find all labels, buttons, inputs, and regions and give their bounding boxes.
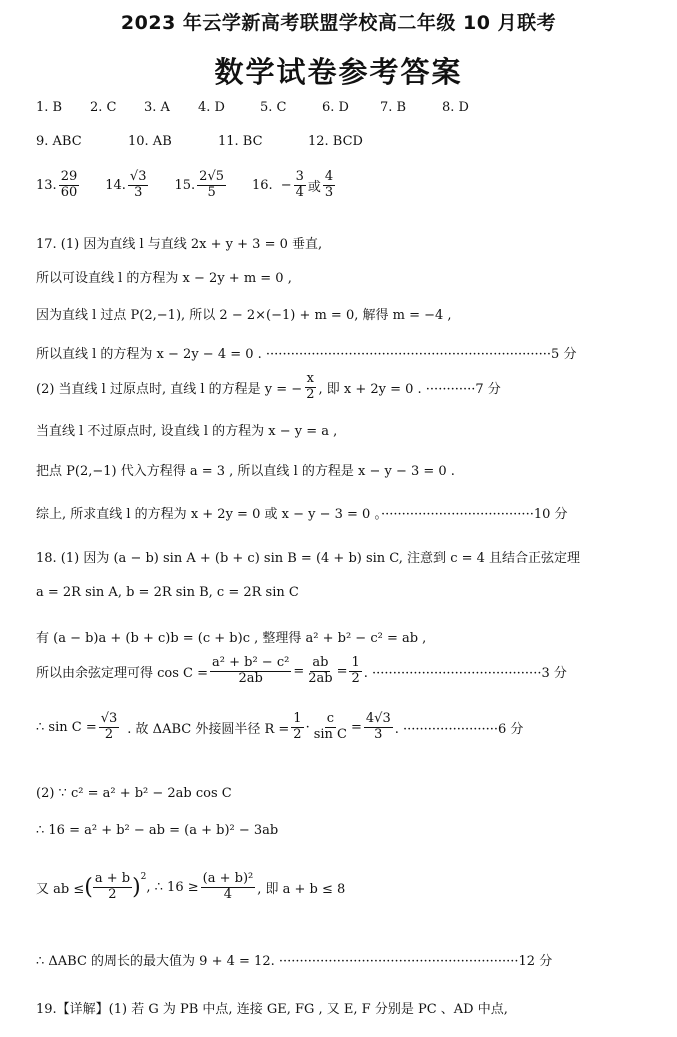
- q18-line-4-tail: . ·········································3 分: [363, 665, 567, 681]
- q18-l5-den-1: 2: [104, 726, 114, 742]
- answer-7: 7. B: [380, 100, 407, 115]
- q18-l8-den-1: 2: [108, 886, 117, 902]
- q18-line-8-mid: , ∴ 16 ≥: [146, 879, 199, 895]
- q18-l5-dot: ·: [305, 719, 310, 735]
- q16-denominator-1: 4: [295, 184, 304, 200]
- q16-fraction-2: [323, 170, 335, 201]
- q18-l5-eq: =: [350, 719, 362, 735]
- q16-denominator-2: 3: [324, 184, 334, 200]
- q15-label: 15.: [174, 177, 196, 193]
- q17-line-1: 17. (1) 因为直线 l 与直线 2x + y + 3 = 0 垂直,: [36, 237, 323, 252]
- q17-frac-denominator: 2: [306, 386, 315, 402]
- answer-10: 10. AB: [128, 134, 172, 149]
- q17-line-4: 所以直线 l 的方程为 x − 2y − 4 = 0 . ·····································································5 分: [36, 347, 577, 362]
- answers-row-1: [36, 100, 496, 115]
- answer-12: 12. BCD: [308, 134, 363, 149]
- q18-l4-frac-3: [349, 656, 361, 687]
- fill-in-answers: [36, 170, 337, 201]
- q18-l5-den-2: 2: [293, 726, 302, 742]
- q18-l4-num-2: ab: [312, 655, 329, 670]
- q18-line-9: ∴ ΔABC 的周长的最大值为 9 + 4 = 12. ··························································12 分: [36, 954, 553, 969]
- q18-l8-num-2: (a + b)²: [202, 871, 254, 886]
- q18-l4-den-1: 2ab: [238, 670, 263, 686]
- q16-label: 16.: [252, 177, 273, 193]
- answer-5: 5. C: [260, 100, 287, 115]
- q18-line-5-tail: . ·······················6 分: [394, 721, 524, 737]
- q17-line-2: 所以可设直线 l 的方程为 x − 2y + m = 0 ,: [36, 271, 292, 286]
- q17-line-5: [36, 372, 501, 403]
- q13-label: 13.: [36, 177, 57, 193]
- q18-line-1: 18. (1) 因为 (a − b) sin A + (b + c) sin B = (4 + b) sin C, 注意到 c = 4 且结合正弦定理: [36, 551, 581, 566]
- answer-11: 11. BC: [218, 134, 263, 149]
- q18-l5-frac-2: [291, 712, 303, 743]
- q16-or: 或: [307, 179, 321, 195]
- answer-key-title: 数学试卷参考答案: [214, 55, 463, 89]
- q18-l5-frac-3: [312, 712, 349, 743]
- answers-row-2: [36, 134, 398, 149]
- answer-3: 3. A: [144, 100, 170, 115]
- q13-denominator: 60: [60, 184, 78, 200]
- q18-line-5: [36, 712, 523, 743]
- q18-l4-den-3: 2: [351, 670, 360, 686]
- q18-line-5-mid: . 故 ΔABC 外接圆半径 R =: [127, 721, 290, 737]
- q18-l8-num-1: a + b: [94, 871, 131, 886]
- q18-l5-frac-1: [99, 712, 120, 743]
- q18-l4-num-3: 1: [351, 655, 360, 670]
- q18-line-5-text: ∴ sin C =: [36, 719, 97, 735]
- q18-line-3: 有 (a − b)a + (b + c)b = (c + b)c , 整理得 a² + b² − c² = ab ,: [36, 631, 427, 646]
- q15-fraction: [197, 170, 226, 201]
- answer-1: 1. B: [36, 100, 63, 115]
- answer-6: 6. D: [322, 100, 349, 115]
- q17-frac-numerator: x: [306, 371, 314, 386]
- q17-line-3: 因为直线 l 过点 P(2,−1), 所以 2 − 2×(−1) + m = 0, 解得 m = −4 ,: [36, 308, 452, 323]
- q18-l4-num-1: a² + b² − c²: [212, 655, 290, 670]
- q18-l5-num-1: √3: [100, 711, 118, 726]
- q18-l8-den-2: 4: [223, 886, 233, 902]
- q16-numerator-1: 3: [295, 169, 304, 184]
- q18-l5-num-4: 4√3: [365, 711, 391, 726]
- q18-l8-power: 2: [140, 872, 147, 882]
- q18-line-4-text: 所以由余弦定理可得 cos C =: [36, 665, 209, 681]
- q15-denominator: 5: [207, 184, 216, 200]
- q17-line-8: 综上, 所求直线 l 的方程为 x + 2y = 0 或 x − y − 3 = 0 。·····································10 分: [36, 507, 568, 522]
- q17-line-5-tail: , 即 x + 2y = 0 . ············7 分: [318, 381, 501, 397]
- q16-numerator-2: 4: [324, 169, 334, 184]
- q18-l5-den-3: sin C: [313, 726, 347, 742]
- exam-title: 2023 年云学新高考联盟学校高二年级 10 月联考: [120, 12, 557, 34]
- q19-line-1: 19.【详解】(1) 若 G 为 PB 中点, 连接 GE, FG , 又 E, F 分别是 PC 、AD 中点,: [36, 1002, 508, 1017]
- q18-l4-frac-2: [306, 656, 334, 687]
- q17-line-5-text: (2) 当直线 l 过原点时, 直线 l 的方程是 y = −: [36, 381, 303, 397]
- q18-l4-den-2: 2ab: [308, 670, 333, 686]
- answer-4: 4. D: [198, 100, 225, 115]
- q18-l4-eq-2: =: [336, 663, 348, 679]
- q18-l5-num-2: 1: [293, 711, 302, 726]
- q18-l8-frac-2: [201, 872, 256, 903]
- q18-line-4: [36, 656, 567, 687]
- q16-minus: −: [280, 177, 292, 193]
- q17-line-6: 当直线 l 不过原点时, 设直线 l 的方程为 x − y = a ,: [36, 424, 338, 439]
- q18-line-6: (2) ∵ c² = a² + b² − 2ab cos C: [36, 786, 232, 801]
- q16-fraction-1: [294, 170, 306, 201]
- q18-l5-num-3: c: [326, 711, 334, 726]
- q18-l4-frac-1: [210, 656, 291, 687]
- q14-fraction: [128, 170, 149, 201]
- answer-2: 2. C: [90, 100, 117, 115]
- answer-9: 9. ABC: [36, 134, 82, 149]
- q18-line-2: a = 2R sin A, b = 2R sin B, c = 2R sin C: [36, 585, 299, 600]
- left-paren: (: [84, 874, 93, 900]
- q14-numerator: √3: [129, 169, 147, 184]
- q15-numerator: 2√5: [199, 169, 224, 184]
- answer-8: 8. D: [442, 100, 469, 115]
- q14-denominator: 3: [134, 184, 143, 200]
- right-paren: ): [132, 874, 141, 900]
- q18-line-8-tail: , 即 a + b ≤ 8: [257, 881, 346, 897]
- q18-l5-frac-4: [364, 712, 393, 743]
- q18-line-7: ∴ 16 = a² + b² − ab = (a + b)² − 3ab: [36, 823, 279, 838]
- q13-fraction: [59, 170, 80, 201]
- q18-l4-eq-1: =: [293, 663, 305, 679]
- q18-l5-den-4: 3: [374, 726, 383, 742]
- q18-line-8-text: 又 ab ≤: [36, 881, 85, 897]
- q18-line-8: [36, 872, 345, 903]
- q18-l8-frac-1: [93, 872, 132, 903]
- q17-line-5-fraction: [304, 372, 316, 403]
- q14-label: 14.: [105, 177, 126, 193]
- q13-numerator: 29: [60, 169, 78, 184]
- q17-line-7: 把点 P(2,−1) 代入方程得 a = 3 , 所以直线 l 的方程是 x − y − 3 = 0 .: [36, 464, 455, 479]
